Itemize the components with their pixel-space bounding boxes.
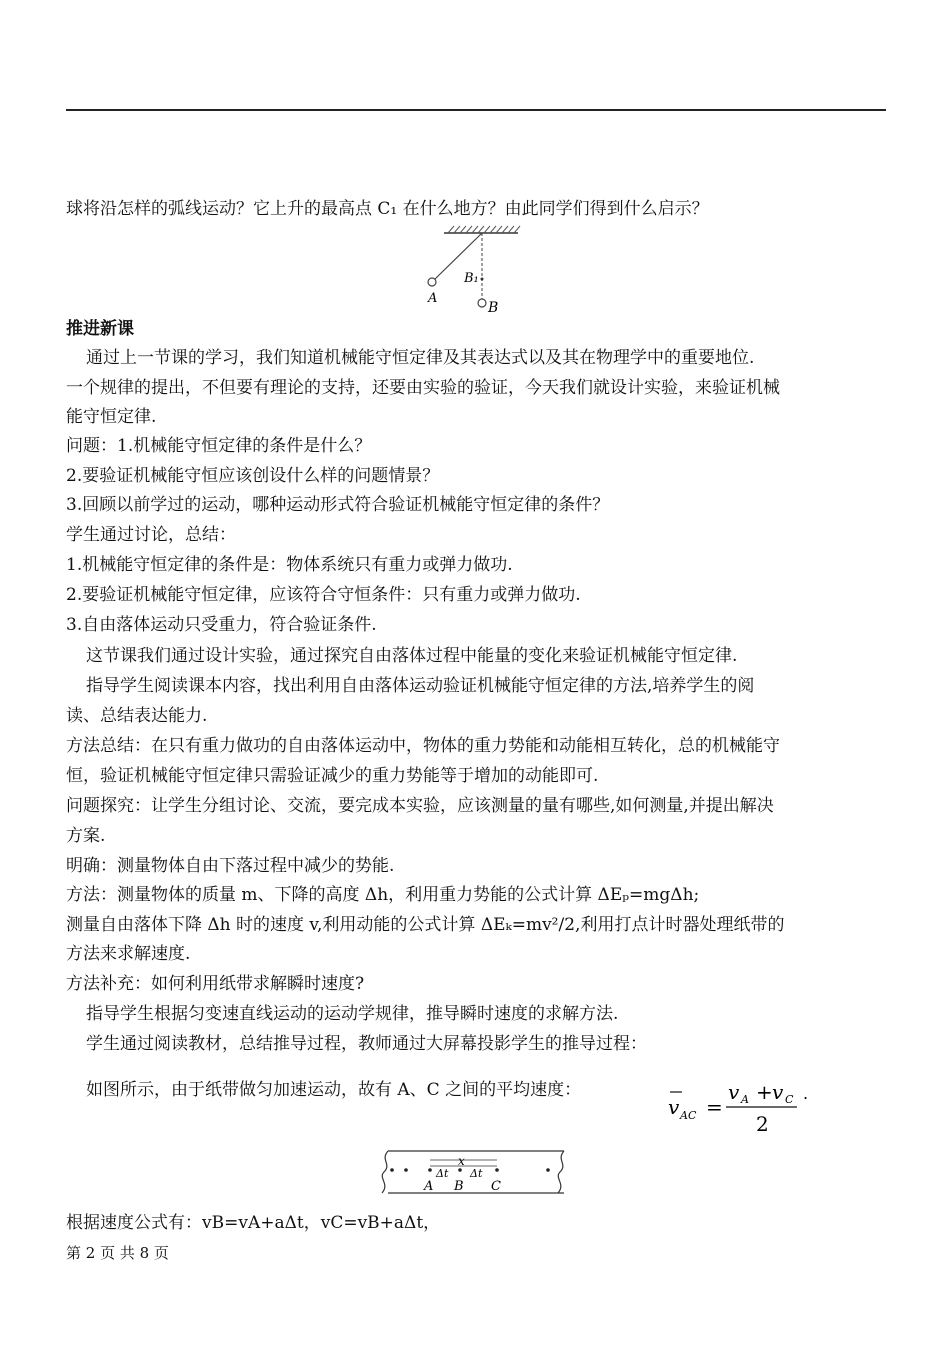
paragraph-line: 能守恒定律. <box>66 407 157 427</box>
paragraph-line: 3.自由落体运动只受重力，符合验证条件. <box>66 615 377 635</box>
paragraph-line: 明确：测量物体自由下落过程中减少的势能. <box>66 856 395 876</box>
header-rule <box>66 109 886 111</box>
tape-label-dt2: Δt <box>470 1167 483 1180</box>
tape-label-dt1: Δt <box>436 1167 449 1180</box>
page-footer: 第 2 页 共 8 页 <box>66 1244 169 1262</box>
section-title: 推进新课 <box>66 319 134 339</box>
paragraph-line: 问题：1.机械能守恒定律的条件是什么？ <box>66 436 372 456</box>
pendulum-label-a: A <box>428 291 438 306</box>
svg-text:+: + <box>756 1080 773 1104</box>
paragraph-line: 3.回顾以前学过的运动，哪种运动形式符合验证机械能守恒定律的条件？ <box>66 495 610 515</box>
svg-text:2: 2 <box>756 1112 769 1134</box>
svg-text:AC: AC <box>680 1109 697 1122</box>
paragraph-line: 指导学生根据匀变速直线运动的运动学规律，推导瞬时速度的求解方法. <box>86 1004 619 1024</box>
pendulum-figure <box>420 222 530 317</box>
figure-caption-line: 如图所示，由于纸带做匀加速运动，故有 A、C 之间的平均速度： <box>86 1080 582 1100</box>
paragraph-line: 测量自由落体下降 Δh 时的速度 v,利用动能的公式计算 ΔEₖ=mv²/2,利用打点计时器处理纸带的 <box>66 915 785 935</box>
paragraph-line: 读、总结表达能力. <box>66 706 208 726</box>
paragraph-line: 问题探究：让学生分组讨论、交流，要完成本实验，应该测量的量有哪些,如何测量,并提出解决 <box>66 796 774 816</box>
tape-label-b: B <box>454 1179 464 1194</box>
paragraph-line: 恒，验证机械能守恒定律只需验证减少的重力势能等于增加的动能即可. <box>66 766 599 786</box>
paragraph-line: 方法：测量物体的质量 m、下降的高度 Δh，利用重力势能的公式计算 ΔEₚ=mgΔh; <box>66 885 700 905</box>
svg-text:C: C <box>785 1093 794 1106</box>
svg-text:A: A <box>741 1093 749 1106</box>
paragraph-line: 这节课我们通过设计实验，通过探究自由落体过程中能量的变化来验证机械能守恒定律. <box>86 646 738 666</box>
pendulum-label-b: B <box>488 300 499 316</box>
paragraph-line: 方法总结：在只有重力做功的自由落体运动中，物体的重力势能和动能相互转化，总的机械能守 <box>66 736 780 756</box>
velocity-line: 根据速度公式有：vB=vA+aΔt，vC=vB+aΔt， <box>66 1213 441 1233</box>
tape-label-c: C <box>491 1179 501 1194</box>
tape-label-a: A <box>424 1179 434 1194</box>
average-velocity-formula <box>664 1074 814 1134</box>
svg-text:v: v <box>668 1095 680 1119</box>
svg-text:.: . <box>803 1084 809 1103</box>
paragraph-line: 2.要验证机械能守恒应该创设什么样的问题情景？ <box>66 466 440 486</box>
paragraph-line: 方案. <box>66 826 106 846</box>
paragraph-line: 方法来求解速度. <box>66 944 191 964</box>
paragraph-line: 1.机械能守恒定律的条件是：物体系统只有重力或弹力做功. <box>66 555 513 575</box>
paragraph-line: 学生通过阅读教材，总结推导过程，教师通过大屏幕投影学生的推导过程： <box>86 1034 647 1054</box>
paragraph-line: 通过上一节课的学习，我们知道机械能守恒定律及其表达式以及其在物理学中的重要地位. <box>86 348 755 368</box>
intro-question: 球将沿怎样的弧线运动？它上升的最高点 C₁ 在什么地方？由此同学们得到什么启示？ <box>66 199 709 219</box>
svg-text:v: v <box>728 1080 740 1104</box>
paragraph-line: 学生通过讨论，总结： <box>66 525 236 545</box>
paragraph-line: 方法补充：如何利用纸带求解瞬时速度? <box>66 974 365 994</box>
paragraph-line: 指导学生阅读课本内容，找出利用自由落体运动验证机械能守恒定律的方法,培养学生的阅 <box>86 676 755 696</box>
paragraph-line: 2.要验证机械能守恒定律，应该符合守恒条件：只有重力或弹力做功. <box>66 585 581 605</box>
pendulum-label-b1: B₁ <box>464 271 479 286</box>
paper-tape-figure <box>376 1148 576 1196</box>
svg-text:=: = <box>706 1095 723 1119</box>
tape-label-x: x <box>458 1154 465 1168</box>
svg-text:v: v <box>772 1080 784 1104</box>
paragraph-line: 一个规律的提出，不但要有理论的支持，还要由实验的验证，今天我们就设计实验，来验证机械 <box>66 378 780 398</box>
